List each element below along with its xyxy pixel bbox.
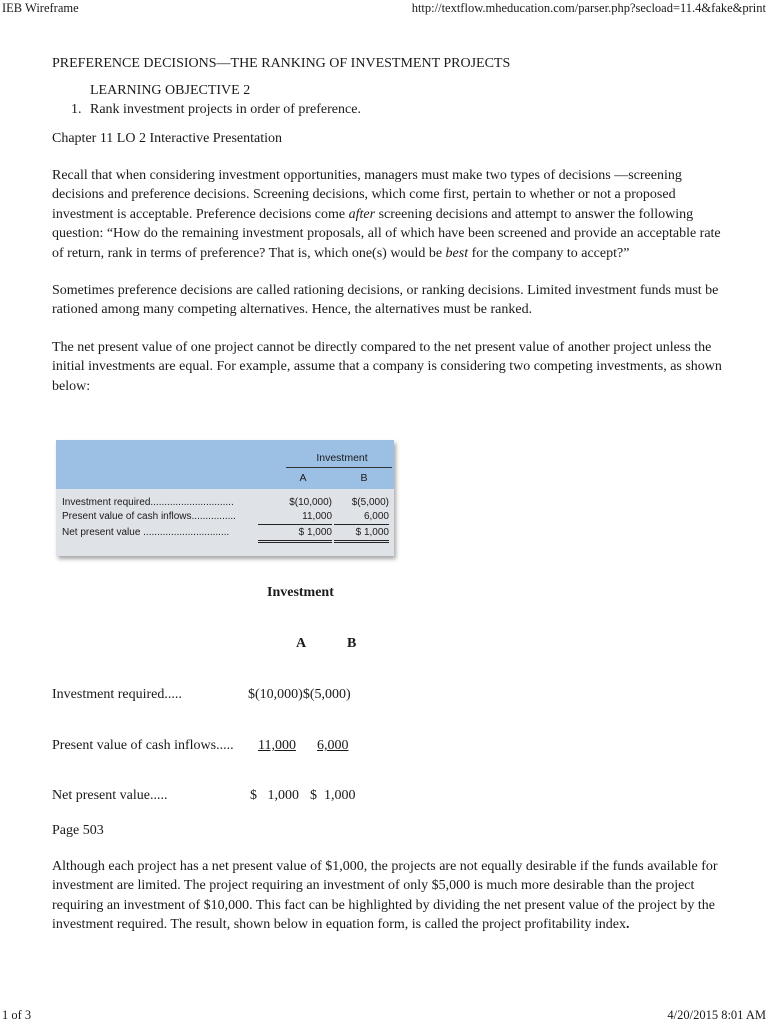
page-url: http://textflow.mheducation.com/parser.php?secload=11.4&fake&print: [411, 1, 766, 15]
table-value-b: $ 1,000: [310, 788, 356, 803]
objective-list: [52, 100, 722, 119]
page-count: 1 of 3: [2, 1008, 32, 1022]
table-row-label-npv: Net present value.....: [52, 788, 168, 803]
table-row-label-pv-inflows: Present value of cash inflows.....: [52, 738, 234, 753]
table-col-a: A: [296, 636, 307, 651]
figure-row-pv-inflows: [62, 510, 392, 524]
table-value-a: 11,000: [258, 738, 296, 753]
page-title: PREFERENCE DECISIONS—THE RANKING OF INVESTMENT PROJECTS: [52, 56, 511, 71]
figure-row-label: Present value of cash inflows................: [62, 511, 236, 522]
objective-text: Rank investment projects in order of preference.: [90, 102, 361, 117]
figure-value-a: 11,000: [258, 510, 332, 525]
browser-tab-title: IEB Wireframe: [2, 1, 79, 15]
table-value-b: 6,000: [317, 738, 349, 753]
chapter-presentation-link[interactable]: Chapter 11 LO 2 Interactive Presentation: [52, 131, 283, 146]
list-item-number: 1.: [71, 102, 82, 117]
paragraph-profitability: [52, 857, 724, 935]
emphasis-after: after: [348, 206, 376, 222]
page-reference: Page 503: [52, 823, 104, 838]
figure-value-a: $(10,000): [289, 497, 332, 508]
figure-row-label: Investment required..............................: [62, 497, 234, 508]
paragraph-npv-comparison: The net present value of one project cannot be directly compared to the net present value of another project unless the initial investments are equal. For example, assume that a company is considering two competing investments, as shown below:: [52, 339, 722, 394]
figure-col-a: A: [299, 472, 307, 484]
paragraph-screening: [52, 166, 722, 263]
figure-col-b: B: [360, 472, 368, 484]
list-item: [52, 100, 722, 119]
paragraph-rationing: Sometimes preference decisions are called rationing decisions, or ranking decisions. Limited investment funds must be rationed among many competing alternatives. Hence, the alternatives must be ranked.: [52, 283, 719, 318]
paragraph-text: Recall that when considering investment opportunities, managers must make two types of decisions —screening decisions and preference decisions. Screening decisions, which come first, pertain to whether or not a proposed investment is acceptable. Preference decisions come: [52, 168, 682, 222]
figure-value-b: $(5,000): [351, 497, 389, 508]
document-body: [52, 54, 722, 396]
figure-value-b: 6,000: [334, 510, 389, 525]
table-value-a: $ 1,000: [250, 788, 299, 803]
learning-objective-heading: LEARNING OBJECTIVE 2: [90, 83, 251, 98]
figure-value-b: $ 1,000: [334, 526, 389, 543]
figure-heading: Investment: [316, 452, 368, 464]
table-heading: Investment: [267, 585, 334, 600]
paragraph-text: for the company to accept?”: [468, 245, 630, 261]
bold-period: .: [626, 917, 630, 933]
figure-row-investment: [62, 496, 392, 510]
table-col-b: B: [347, 636, 357, 651]
investment-figure: [56, 440, 394, 556]
figure-row-label: Net present value ...............................: [62, 527, 230, 538]
paragraph-text: screening decisions and attempt to answer the following question: “How do the remaining investment proposals, all of which have been screened and provide an acceptable rate of return, rank in terms of preference? That is, which one(s) would be: [52, 206, 721, 261]
figure-row-npv: [62, 526, 392, 540]
print-timestamp: 4/20/2015 8:01 AM: [667, 1008, 766, 1022]
figure-value-a: $ 1,000: [258, 526, 332, 543]
figure-heading-rule: [286, 467, 392, 468]
paragraph-text: Although each project has a net present value of $1,000, the projects are not equally desirable if the funds available for investment are limited. The project requiring an investment of only $5,000 is much more desirable than the project requiring an investment of $10,000. This fact can be highlighted by dividing the net present value of the project by the investment required. The result, shown below in equation form, is called the project profitability index: [52, 859, 718, 933]
emphasis-best: best: [445, 245, 469, 261]
table-row-values-investment: $(10,000)$(5,000): [248, 687, 351, 702]
table-row-label-investment: Investment required.....: [52, 687, 182, 702]
